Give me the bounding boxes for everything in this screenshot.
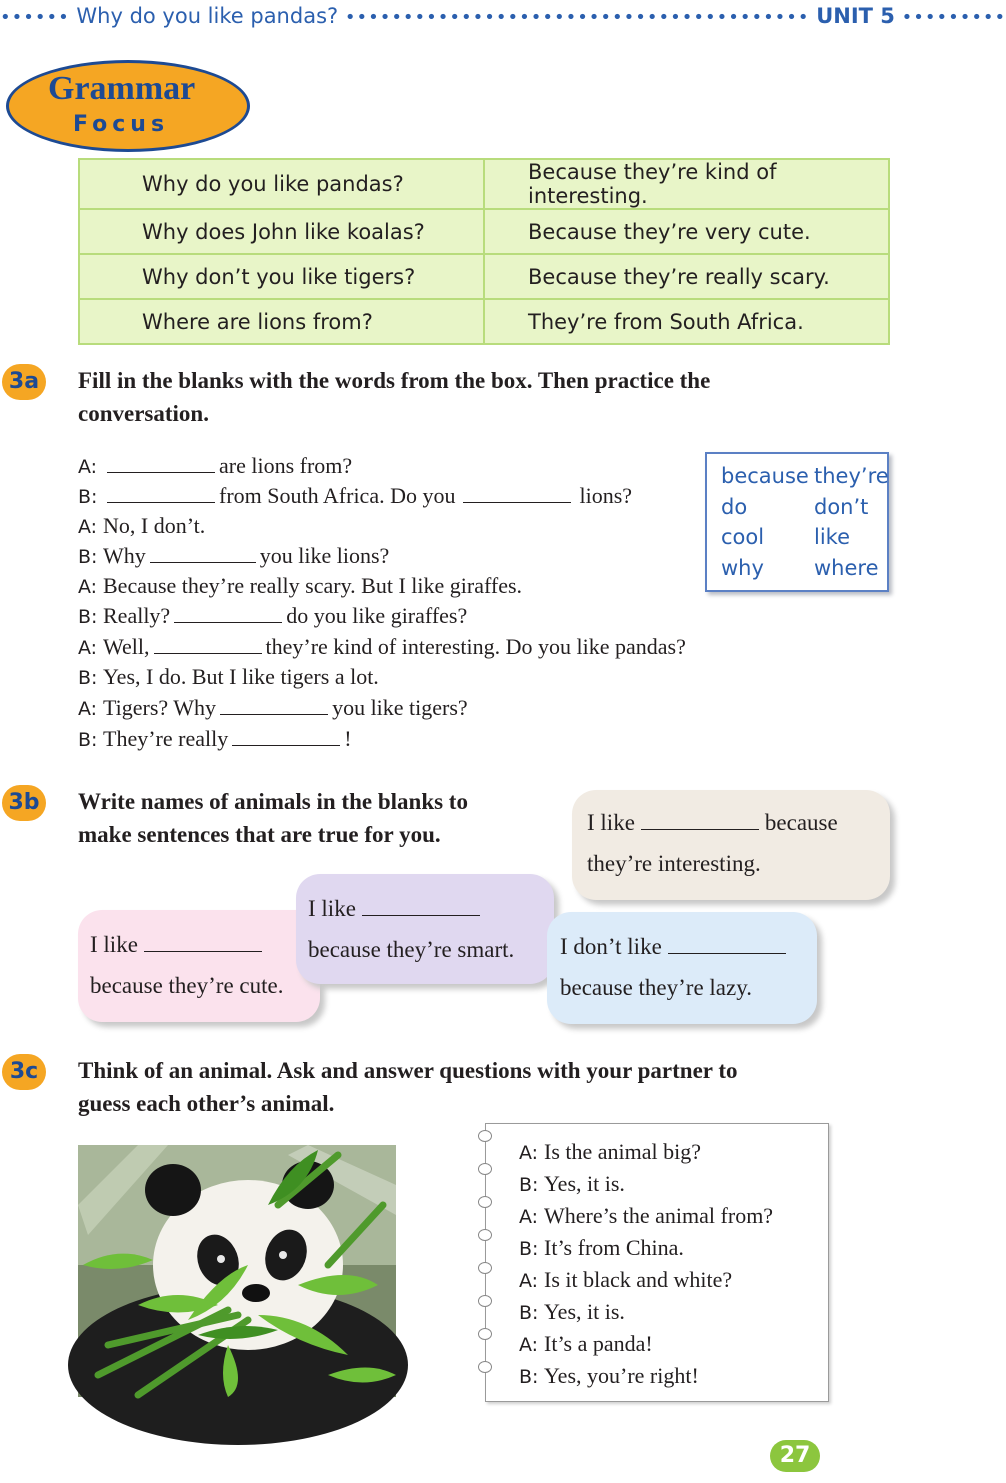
grammar-answer: Because they’re very cute.: [484, 209, 889, 254]
grammar-answer: Because they’re really scary.: [484, 254, 889, 299]
dialogue-text: you like lions?: [259, 543, 390, 568]
page-header: [0, 4, 1006, 34]
dialogue-line: [78, 511, 205, 541]
bubble-text: because they’re smart.: [308, 937, 515, 962]
answer-blank[interactable]: [107, 484, 215, 503]
dialogue-text: they’re kind of interesting. Do you like pandas?: [265, 634, 686, 659]
word-box-word: cool: [721, 525, 765, 549]
bubble-text: I like: [90, 932, 138, 957]
speaker-label: B:: [78, 606, 98, 628]
dialogue-text: They’re really: [103, 726, 229, 751]
spiral-ring-icon: [478, 1196, 492, 1208]
dialogue-line: [78, 481, 632, 511]
grammar-question: Why does John like koalas?: [79, 209, 484, 254]
panda-photo: [78, 1145, 396, 1397]
instruction-3c: [78, 1054, 738, 1120]
grammar-focus-title: Grammar: [48, 70, 196, 107]
conversation-line: A: It’s a panda!: [519, 1331, 653, 1356]
answer-blank[interactable]: [220, 696, 328, 715]
spiral-ring-icon: [478, 1295, 492, 1307]
instruction-3c-line2: guess each other’s animal.: [78, 1091, 335, 1116]
animal-blank[interactable]: [362, 897, 480, 916]
unit-label: UNIT 5: [816, 4, 895, 28]
table-row: [79, 159, 889, 209]
conversation-list: [519, 1136, 773, 1392]
word-box-word: don’t: [814, 495, 869, 519]
speech-bubble-smart: [296, 874, 554, 984]
dialogue-line: [78, 693, 468, 723]
animal-blank[interactable]: [641, 811, 759, 830]
dialogue-text: No, I don’t.: [103, 513, 206, 538]
speaker-label: B:: [78, 729, 98, 751]
answer-blank[interactable]: [463, 484, 571, 503]
instruction-3c-line1: Think of an animal. Ask and answer questions with your partner to: [78, 1058, 738, 1083]
section-label-3b: 3b: [2, 785, 46, 821]
word-box-word: like: [814, 525, 851, 549]
animal-blank[interactable]: [668, 935, 786, 954]
dialogue-text: you like tigers?: [332, 695, 468, 720]
conversation-line: B: Yes, it is.: [519, 1171, 625, 1196]
grammar-answer: They’re from South Africa.: [484, 299, 889, 344]
word-box-word: do: [721, 495, 748, 519]
header-dots-right: •••••••••: [901, 7, 1006, 28]
speaker-label: A:: [78, 456, 98, 478]
dialogue-line: [78, 541, 389, 571]
table-row: [79, 254, 889, 299]
speech-bubble-lazy: [547, 912, 817, 1024]
header-dots-left: ••••••: [0, 7, 70, 28]
dialogue-line: [78, 451, 352, 481]
dialogue-line: [78, 632, 686, 662]
dialogue-text: Yes, I do. But I like tigers a lot.: [103, 664, 379, 689]
speech-bubble-cute: [78, 910, 320, 1022]
spiral-ring-icon: [478, 1328, 492, 1340]
spiral-ring-icon: [478, 1361, 492, 1373]
dialogue-text: Because they’re really scary. But I like giraffes.: [103, 573, 523, 598]
dialogue-text: Tigers? Why: [103, 695, 217, 720]
dialogue-line: [78, 571, 522, 601]
dialogue-text: from South Africa. Do you: [219, 483, 456, 508]
instruction-3a-line2: conversation.: [78, 401, 209, 426]
speaker-label: A:: [78, 576, 98, 598]
conversation-line: A: Is the animal big?: [519, 1139, 702, 1164]
bubble-text: because they’re lazy.: [560, 975, 752, 1000]
speaker-label: B:: [78, 667, 98, 689]
dialogue-line: [78, 601, 467, 631]
lesson-title: Why do you like pandas?: [76, 4, 339, 28]
grammar-table: [78, 158, 890, 345]
bubble-text: I like: [308, 896, 356, 921]
speaker-label: A:: [78, 637, 98, 659]
spiral-ring-icon: [478, 1229, 492, 1241]
grammar-focus-subtitle: Focus: [73, 112, 170, 137]
answer-blank[interactable]: [150, 544, 256, 563]
dialogue-text: lions?: [579, 483, 633, 508]
spiral-ring-icon: [478, 1130, 492, 1142]
instruction-3a-line1: Fill in the blanks with the words from the box. Then practice the: [78, 368, 711, 393]
bubble-text: because they’re cute.: [90, 973, 284, 998]
dialogue-line: [78, 724, 352, 754]
word-box: [705, 452, 889, 592]
table-row: [79, 209, 889, 254]
bubble-text: because: [764, 810, 838, 835]
animal-blank[interactable]: [144, 933, 262, 952]
dialogue-text: Well,: [103, 634, 150, 659]
bubble-text: they’re interesting.: [587, 851, 761, 876]
speech-bubble-interesting: [572, 790, 890, 900]
grammar-question: Why don’t you like tigers?: [79, 254, 484, 299]
word-box-word: because: [721, 464, 809, 488]
table-row: [79, 299, 889, 344]
answer-blank[interactable]: [232, 727, 340, 746]
dialogue-text: !: [344, 726, 352, 751]
section-label-3a: 3a: [2, 364, 46, 400]
speaker-label: B:: [78, 486, 98, 508]
instruction-3a: [78, 364, 710, 430]
spiral-ring-icon: [478, 1163, 492, 1175]
speaker-label: B:: [78, 546, 98, 568]
conversation-line: A: Is it black and white?: [519, 1267, 733, 1292]
conversation-line: B: Yes, you’re right!: [519, 1363, 699, 1388]
conversation-line: B: It’s from China.: [519, 1235, 684, 1260]
instruction-3b: [78, 785, 468, 851]
instruction-3b-line2: make sentences that are true for you.: [78, 822, 441, 847]
word-box-word: where: [814, 556, 879, 580]
answer-blank[interactable]: [154, 635, 262, 654]
spiral-ring-icon: [478, 1262, 492, 1274]
dialogue-line: [78, 662, 379, 692]
word-box-word: why: [721, 556, 764, 580]
grammar-answer: Because they’re kind of interesting.: [484, 159, 889, 209]
word-box-word: they’re: [814, 464, 889, 488]
dialogue-text: are lions from?: [219, 453, 353, 478]
grammar-question: Where are lions from?: [79, 299, 484, 344]
header-dots-middle: ••••••••••••••••••••••••••••••••••••••••: [344, 7, 810, 28]
dialogue-text: Why: [103, 543, 146, 568]
page-number: 27: [770, 1440, 820, 1472]
dialogue-text: Really?: [103, 603, 171, 628]
conversation-line: A: Where’s the animal from?: [519, 1203, 774, 1228]
speaker-label: A:: [78, 516, 98, 538]
conversation-line: B: Yes, it is.: [519, 1299, 625, 1324]
dialogue-text: do you like giraffes?: [286, 603, 468, 628]
section-label-3c: 3c: [2, 1054, 46, 1090]
answer-blank[interactable]: [107, 454, 215, 473]
bubble-text: I like: [587, 810, 635, 835]
speaker-label: A:: [78, 698, 98, 720]
instruction-3b-line1: Write names of animals in the blanks to: [78, 789, 468, 814]
grammar-question: Why do you like pandas?: [79, 159, 484, 209]
answer-blank[interactable]: [174, 604, 282, 623]
bubble-text: I don’t like: [560, 934, 662, 959]
